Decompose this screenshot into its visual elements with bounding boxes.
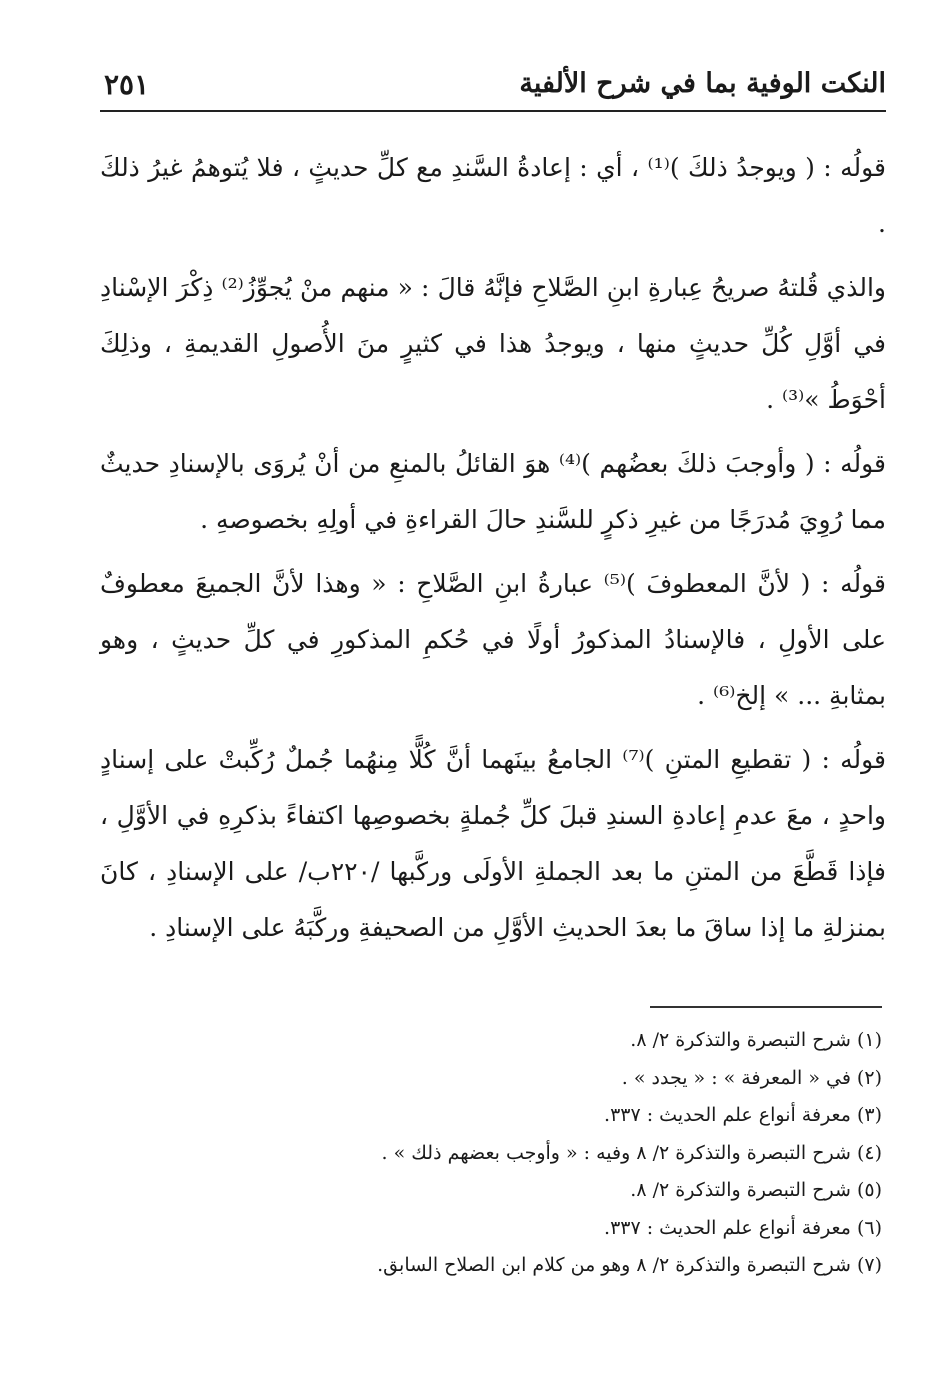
footnote: (٢) في « المعرفة » : « يجدد » . xyxy=(621,1066,882,1089)
paragraph: والذي قُلتهُ صريحُ عِبارةِ ابنِ الصَّلاحِ فإنَّهُ قالَ : « منهم منْ يُجوِّزُ⁽²⁾ ذِكْرَ الإسْنادِ في أوَّلِ كُلِّ حديثٍ منها ، ويوجدُ هذا في كثيرٍ منَ الأُصولِ القديمةِ ، وذلِكَ أحْوَطُ »⁽³⁾ . xyxy=(100,273,886,414)
footnote: (٧) شرح التبصرة والتذكرة ٢/ ٨ وهو من كلام ابن الصلاح السابق. xyxy=(377,1254,882,1276)
footnote: (٦) معرفة أنواع علم الحديث : ٣٣٧. xyxy=(604,1216,882,1239)
page-number: ٢٥١ xyxy=(104,68,150,101)
paragraph: قولُه : ( لأنَّ المعطوفَ )⁽⁵⁾ عبارةُ ابنِ الصَّلاحِ : « وهذا لأنَّ الجميعَ معطوفٌ على الأولِ ، فالإسنادُ المذكورُ أولًا في حُكمِ المذكورِ في كلِّ حديثٍ ، وهو بمثابةِ ... » إلخ⁽⁶⁾ . xyxy=(100,569,886,710)
footnote: (١) شرح التبصرة والتذكرة ٢/ ٨. xyxy=(630,1029,882,1051)
paragraph: قولُه : ( تقطيعِ المتنِ )⁽⁷⁾ الجامعُ بينَهما أنَّ كُلًّا مِنهُما جُملٌ رُكِّبتْ على إسنادٍ واحدٍ ، معَ عدمِ إعادةِ السندِ قبلَ كلِّ جُملةٍ بخصوصِها اكتفاءً بذكرِهِ في الأوَّلِ ، فإذا قَطَّعَ من المتنِ ما بعد الجملةِ الأولَى وركَّبها /٢٢٠ب/ على الإسنادِ ، كانَ بمنزلةِ ما إذا ساقَ ما بعدَ الحديثِ الأوَّلِ من الصحيفةِ وركَّبَهُ على الإسنادِ . xyxy=(100,745,887,942)
header-rule xyxy=(100,110,886,112)
footnote-separator xyxy=(650,1006,882,1008)
paragraph: قولُه : ( وأوجبَ ذلكَ بعضُهم )⁽⁴⁾ هوَ القائلُ بالمنعِ من أنْ يُروَى بالإسنادِ حديثٌ مما رُوِيَ مُدرَجًا من غيرِ ذكرٍ للسَّندِ حالَ القراءةِ في أولِهِ بخصوصهِ . xyxy=(100,449,886,534)
running-title: النكت الوفية بما في شرح الألفية xyxy=(519,68,886,99)
footnote: (٣) معرفة أنواع علم الحديث : ٣٣٧. xyxy=(604,1104,882,1126)
page-header xyxy=(100,62,886,112)
footnote: (٤) شرح التبصرة والتذكرة ٢/ ٨ وفيه : « وأوجب بعضهم ذلك » . xyxy=(381,1141,882,1164)
main-text xyxy=(100,140,886,964)
footnotes xyxy=(100,1022,882,1285)
footnote: (٥) شرح التبصرة والتذكرة ٢/ ٨. xyxy=(630,1179,882,1201)
paragraph: قولُه : ( ويوجدُ ذلكَ )⁽¹⁾ ، أي : إعادةُ السَّندِ مع كلِّ حديثٍ ، فلا يُتوهمُ غيرُ ذلكَ . xyxy=(100,153,886,238)
